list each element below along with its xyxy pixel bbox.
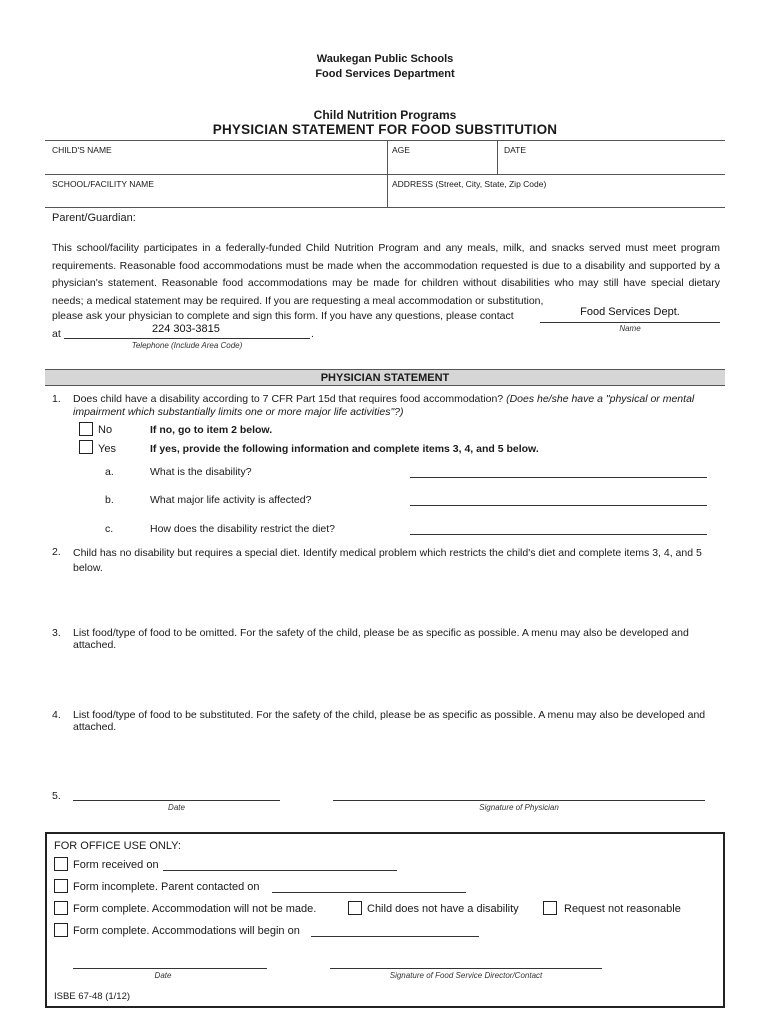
no-disability-checkbox[interactable] (348, 901, 362, 915)
director-signature-field[interactable] (330, 955, 602, 969)
q3-answer-area[interactable] (73, 654, 723, 704)
physician-signature-field[interactable] (333, 787, 705, 801)
parent-contacted-date-field[interactable] (272, 879, 466, 893)
table-top-rule (45, 140, 725, 141)
office-date-field[interactable] (73, 955, 267, 969)
begin-date-field[interactable] (311, 923, 479, 937)
q1-text: Does child have a disability according to 7 CFR Part 15d that requires food accommodation? (73, 393, 507, 405)
yes-instruction: If yes, provide the following information and complete items 3, 4, and 5 below. (150, 443, 539, 455)
physician-section-title: PHYSICIAN STATEMENT (320, 372, 450, 384)
contact-name-value: Food Services Dept. (580, 306, 680, 318)
received-date-field[interactable] (163, 857, 397, 871)
form-title: PHYSICIAN STATEMENT FOR FOOD SUBSTITUTION (212, 122, 558, 137)
office-date-caption: Date (154, 971, 172, 980)
form-id: ISBE 67-48 (1/12) (54, 991, 131, 1002)
address-field[interactable]: ADDRESS (Street, City, State, Zip Code) (392, 179, 547, 189)
no-instruction: If no, go to item 2 below. (150, 424, 273, 436)
q2-number: 2. (52, 546, 61, 558)
incomplete-checkbox[interactable] (54, 879, 68, 893)
physician-date-field[interactable] (73, 787, 280, 801)
sub-b-letter: b. (105, 494, 114, 506)
not-reasonable-label: Request not reasonable (564, 903, 681, 915)
parent-guardian-field[interactable]: Parent/Guardian: (52, 212, 136, 224)
department-name: Food Services Department (315, 68, 455, 80)
sub-b-question: What major life activity is affected? (150, 494, 312, 506)
sub-c-letter: c. (105, 523, 114, 535)
complete-begin-label: Form complete. Accommodations will begin on (73, 925, 300, 937)
name-caption: Name (619, 324, 641, 333)
sub-c-answer-field[interactable] (410, 521, 707, 535)
at-label: at (52, 328, 61, 340)
q1-question (73, 393, 723, 419)
sub-a-question: What is the disability? (150, 466, 252, 478)
q2-text: Child has no disability but requires a special diet. Identify medical problem which restricts the child's diet and complete items 3, 4, and 5 below. (73, 547, 702, 574)
sub-c-question: How does the disability restrict the diet? (150, 523, 336, 535)
office-use-title: FOR OFFICE USE ONLY: (54, 840, 181, 852)
age-field[interactable]: AGE (392, 145, 410, 155)
childs-name-field[interactable]: CHILD'S NAME (52, 145, 112, 155)
phone-value: 224 303-3815 (152, 323, 220, 335)
district-name: Waukegan Public Schools (316, 53, 454, 65)
sub-b-answer-field[interactable] (410, 492, 707, 506)
q3-number: 3. (52, 627, 61, 639)
q4-text: List food/type of food to be substituted. For the safety of the child, please be as specific as possible. A menu may also be developed and attached. (73, 709, 706, 733)
school-facility-field[interactable]: SCHOOL/FACILITY NAME (52, 179, 154, 189)
date-field[interactable]: DATE (504, 145, 527, 155)
not-reasonable-checkbox[interactable] (543, 901, 557, 915)
table-divider-1 (387, 140, 388, 207)
q1-italic: (Does he/she have a "physical or mental impairment which substantially limits one or more major life activities"?) (73, 393, 695, 418)
received-checkbox[interactable] (54, 857, 68, 871)
director-signature-caption: Signature of Food Service Director/Contact (389, 971, 543, 980)
complete-no-label: Form complete. Accommodation will not be made. (73, 903, 317, 915)
sub-a-letter: a. (105, 466, 114, 478)
q4-answer-area[interactable] (73, 736, 723, 786)
sub-a-answer-field[interactable] (410, 464, 707, 478)
complete-begin-checkbox[interactable] (54, 923, 68, 937)
contact-sentence: please ask your physician to complete and sign this form. If you have any questions, please contact (52, 310, 514, 322)
q1-number: 1. (52, 393, 61, 405)
table-bottom-rule (45, 207, 725, 208)
complete-no-checkbox[interactable] (54, 901, 68, 915)
physician-signature-caption: Signature of Physician (479, 803, 559, 812)
incomplete-label: Form incomplete. Parent contacted on (73, 881, 260, 893)
table-mid-rule (45, 174, 725, 175)
yes-label: Yes (98, 443, 116, 455)
no-disability-label: Child does not have a disability (367, 903, 519, 915)
program-name: Child Nutrition Programs (313, 108, 457, 122)
physician-date-caption: Date (168, 803, 185, 812)
q2-answer-area[interactable] (73, 578, 723, 622)
q5-number: 5. (52, 790, 61, 802)
no-label: No (98, 424, 113, 436)
no-checkbox[interactable] (79, 422, 93, 436)
table-divider-2 (497, 140, 498, 174)
intro-paragraph: This school/facility participates in a federally-funded Child Nutrition Program and any meals, milk, and snacks served must meet program requirements. Reasonable food accommodations must be made when the accommodation requested is due to a disability and supported by a physician's statement. Reasonable food accommodations may be made for children without disabilities who may still have special dietary needs; a medical statement may be required. If you are requesting a meal accommodation or substitution, (52, 242, 720, 307)
yes-checkbox[interactable] (79, 440, 93, 454)
period-mark: . (311, 328, 314, 340)
q3-text: List food/type of food to be omitted. For the safety of the child, please be as specific as possible. A menu may also be developed and attached. (73, 627, 689, 651)
q4-number: 4. (52, 709, 61, 721)
received-label: Form received on (73, 859, 159, 871)
phone-caption: Telephone (Include Area Code) (131, 341, 243, 350)
